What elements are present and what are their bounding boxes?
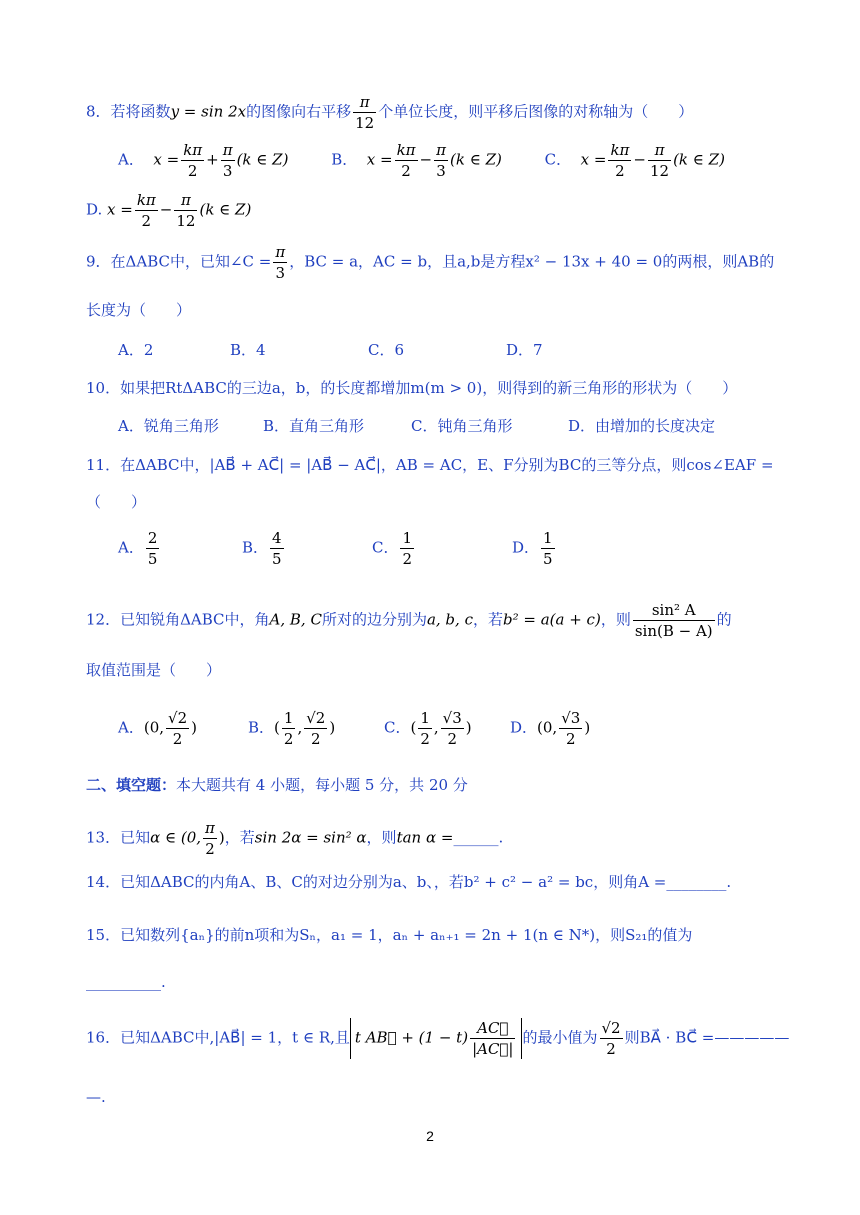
q9-option-d[interactable]: D．7 [506, 341, 543, 359]
q8-function: y = sin 2x [170, 102, 247, 121]
q8-option-d[interactable]: D. x = $\frac{k\pi}{2}$ − $\frac{\pi}{12}$ (k ∈ Z) [86, 191, 252, 230]
q9-option-c[interactable]: C．6 [368, 341, 405, 359]
q9-option-a[interactable]: A．2 [118, 341, 154, 359]
page-number: 2 [426, 1128, 434, 1144]
q12-option-b[interactable]: B．( $\frac{1}{2}$ , $\frac{√2}{2}$ ) [248, 709, 336, 748]
q11-option-a[interactable]: A． $\frac{2}{5}$ [118, 529, 158, 568]
q8-shift-fraction: $\frac{\pi}{12}$ [355, 93, 375, 132]
q10-option-d[interactable]: D．由增加的长度决定 [568, 417, 716, 435]
q11-paren: （ ） [86, 493, 147, 511]
q16-line: 16．已知ΔABC中,|AB⃗| = 1，t ∈ R,且 t AB⃗ + (1 − t) $\frac{AC⃗}{|AC⃗|}$ 的最小值为 $\frac{√2}{2}$ 则BA⃗ · BC⃗ =————— [86, 1019, 790, 1058]
q15-line: 15．已知数列{aₙ}的前n项和为Sₙ，a₁ = 1，aₙ + aₙ₊₁ = 2n + 1(n ∈ N*)，则S₂₁的值为 [86, 926, 693, 944]
q12-option-c[interactable]: C．( $\frac{1}{2}$ , $\frac{√3}{2}$ ) [384, 709, 472, 748]
q12-option-a[interactable]: A．(0, $\frac{√2}{2}$ ) [118, 709, 197, 748]
q16-abs-expression: t AB⃗ + (1 − t) $\frac{AC⃗}{|AC⃗|}$ [350, 1018, 523, 1059]
q9-option-b[interactable]: B．4 [230, 341, 266, 359]
q14-answer-blank[interactable]: ________. [666, 873, 732, 891]
q12-line: 12．已知锐角ΔABC中，角A, B, C所对的边分别为a, b, c，若b² = a(a + c)，则 $\frac{\text{sin² A}}{\sin(B - A)}$ 的 [86, 601, 732, 640]
q10-option-c[interactable]: C．钝角三角形 [411, 417, 513, 435]
q12-option-d[interactable]: D．(0, $\frac{√3}{2}$ ) [510, 709, 591, 748]
q9-options-row [118, 340, 543, 360]
q16-answer-blank[interactable]: ————— [714, 1028, 790, 1047]
q10-option-b[interactable]: B．直角三角形 [263, 417, 365, 435]
q9-line: 9．在ΔABC中，已知∠C = $\frac{\pi}{3}$ ，BC = a，AC = b，且a,b是方程x² − 13x + 40 = 0的两根，则AB的 [86, 243, 775, 282]
q11-option-c[interactable]: C． $\frac{1}{2}$ [372, 529, 413, 568]
q11-options-row [118, 528, 557, 569]
q9-line-2: 长度为（ ） [86, 301, 192, 319]
q8-options-row [118, 140, 725, 181]
q12-line-2: 取值范围是（ ） [86, 661, 222, 679]
q13-answer-blank[interactable]: ______. [453, 828, 504, 847]
q10-line: 10．如果把RtΔABC的三边a，b，的长度都增加m(m > 0)，则得到的新三角形的形状为（ ） [86, 379, 738, 397]
q8-option-c[interactable]: C． x = $\frac{k\pi}{2}$ − $\frac{\pi}{12}$ (k ∈ Z) [544, 141, 725, 180]
q11-option-b[interactable]: B． $\frac{4}{5}$ [242, 529, 282, 568]
q12-options-row [118, 708, 590, 749]
q8-option-b[interactable]: B． x = $\frac{k\pi}{2}$ − $\frac{\pi}{3}$ (k ∈ Z) [331, 141, 502, 180]
q11-option-d[interactable]: D． $\frac{1}{5}$ [512, 529, 553, 568]
q8-line: 8．若将函数y = sin 2x的图像向右平移 $\frac{\pi}{12}$ 个单位长度，则平移后图像的对称轴为（ ） [86, 93, 694, 132]
q8-option-a[interactable]: A． x = $\frac{k\pi}{2}$ + $\frac{\pi}{3}$ (k ∈ Z) [118, 141, 289, 180]
q14-line: 14．已知ΔABC的内角A、B、C的对边分别为a、b、，若b² + c² − a² = bc，则角A =________. [86, 873, 732, 891]
q16-answer-tail: —. [86, 1088, 106, 1106]
q10-options-row [118, 416, 715, 436]
section-2-heading: 二、填空题：本大题共有 4 小题，每小题 5 分，共 20 分 [86, 776, 468, 794]
q13-line: 13．已知α ∈ (0, $\frac{\pi}{2}$ )，若sin 2α = sin² α，则tan α =______. [86, 819, 504, 858]
q10-option-a[interactable]: A．锐角三角形 [118, 417, 219, 435]
q11-line: 11．在ΔABC中，|AB⃗ + AC⃗| = |AB⃗ − AC⃗|，AB = AC，E、F分别为BC的三等分点，则cos∠EAF = [86, 456, 774, 474]
q15-answer-blank[interactable]: __________. [86, 973, 166, 991]
